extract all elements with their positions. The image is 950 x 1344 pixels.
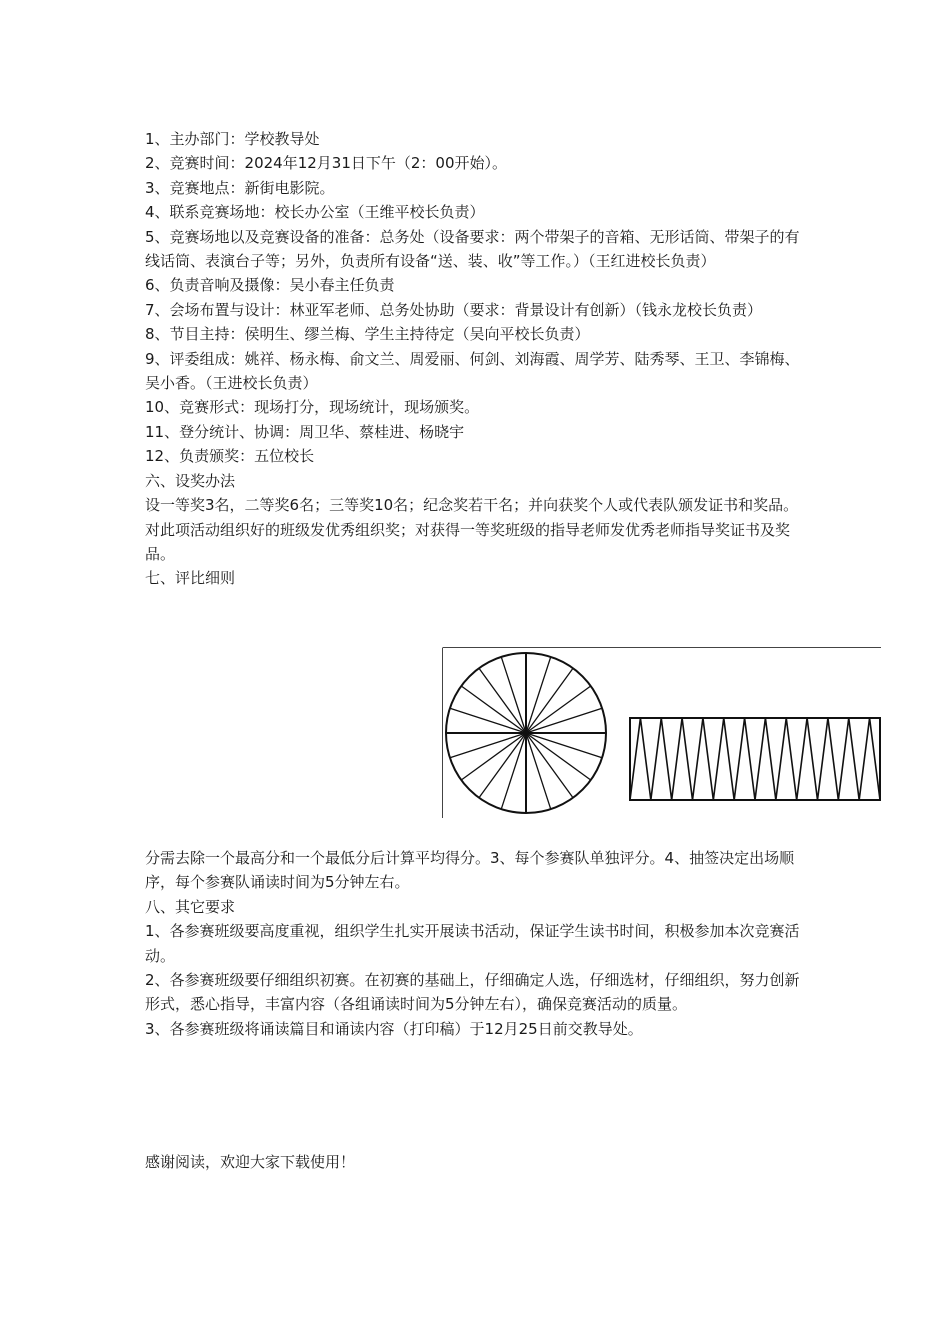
item-decoration: 7、会场布置与设计：林亚军老师、总务处协助（要求：背景设计有创新）（钱永龙校长负责）: [145, 300, 763, 319]
zigzag-line: [630, 718, 880, 800]
wheel-spoke: [526, 708, 602, 733]
document-body-top: [145, 127, 810, 591]
requirement-2: 2、各参赛班级要仔细组织初赛。在初赛的基础上，仔细确定人选，仔细选材，仔细组织，努力创新形式，悉心指导，丰富内容（各组诵读时间为5分钟左右），确保竞赛活动的质量。: [145, 971, 800, 1014]
wheel-spoke: [526, 657, 551, 733]
wheel-spoke: [501, 733, 526, 809]
zigzag-frame: [630, 718, 880, 800]
closing-note: 感谢阅读，欢迎大家下载使用！: [145, 1153, 356, 1171]
wheel-spoke: [526, 668, 573, 733]
decorative-figure: [441, 646, 881, 820]
item-format: 10、竞赛形式：现场打分，现场统计，现场颁奖。: [145, 398, 480, 417]
section-heading-rules: 七、评比细则: [145, 569, 236, 588]
section-heading-other: 八、其它要求: [145, 897, 236, 916]
wheel-spoke: [479, 668, 526, 733]
item-scoring: 11、登分统计、协调：周卫华、蔡桂进、杨晓宇: [145, 422, 465, 441]
rules-continuation: 分需去除一个最高分和一个最低分后计算平均得分。3、每个参赛队单独评分。4、抽签决定出场顺序，每个参赛队诵读时间为5分钟左右。: [145, 849, 795, 892]
item-equipment: 5、竞赛场地以及竞赛设备的准备：总务处（设备要求：两个带架子的音箱、无形话筒、带架子的有线话筒、表演台子等；另外，负责所有设备“送、装、收”等工作。）（王红进校长负责）: [145, 227, 800, 271]
zigzag-band-icon: [630, 718, 880, 800]
wheel-spoke: [526, 733, 591, 780]
wheel-spoke: [526, 686, 591, 733]
wheel-spoke: [526, 733, 602, 758]
wheel-spoke: [526, 733, 573, 798]
wheel-spoke: [450, 708, 526, 733]
wheel-spoke: [450, 733, 526, 758]
item-judges: 9、评委组成：姚祥、杨永梅、俞文兰、周爱丽、何剑、刘海霞、周学芳、陆秀琴、王卫、李锦梅、吴小香。（王进校长负责）: [145, 349, 800, 393]
wheel-spoke: [526, 733, 551, 809]
item-awards-presenters: 12、负责颁奖：五位校长: [145, 447, 315, 466]
wheel-spoke: [461, 733, 526, 780]
wheel-spoke: [501, 657, 526, 733]
item-time: 2、竞赛时间：2024年12月31日下午（2：00开始）。: [145, 154, 508, 173]
figure-graphic: [441, 646, 881, 820]
item-venue: 3、竞赛地点：新街电影院。: [145, 178, 335, 197]
section-heading-awards: 六、设奖办法: [145, 471, 236, 490]
document-body-bottom: [145, 846, 810, 1041]
item-organizer: 1、主办部门：学校教导处: [145, 130, 320, 148]
item-venue-contact: 4、联系竞赛场地：校长办公室（王维平校长负责）: [145, 203, 485, 222]
wheel-spoke: [479, 733, 526, 798]
requirement-3: 3、各参赛班级将诵读篇目和诵读内容（打印稿）于12月25日前交教导处。: [145, 1019, 643, 1038]
awards-description: 设一等奖3名，二等奖6名；三等奖10名；纪念奖若干名；并向获奖个人或代表队颁发证书和奖品。对此项活动组织好的班级发优秀组织奖；对获得一等奖班级的指导老师发优秀老师指导奖证书及奖品。: [145, 496, 799, 563]
requirement-1: 1、各参赛班级要高度重视，组织学生扎实开展读书活动，保证学生读书时间，积极参加本次竞赛活动。: [145, 922, 800, 965]
item-audio-video: 6、负责音响及摄像：吴小春主任负责: [145, 276, 395, 295]
item-hosts: 8、节目主持：侯明生、缪兰梅、学生主持待定（吴向平校长负责）: [145, 325, 590, 344]
wheel-spoke: [461, 686, 526, 733]
wheel-spokes-icon: [446, 653, 606, 813]
